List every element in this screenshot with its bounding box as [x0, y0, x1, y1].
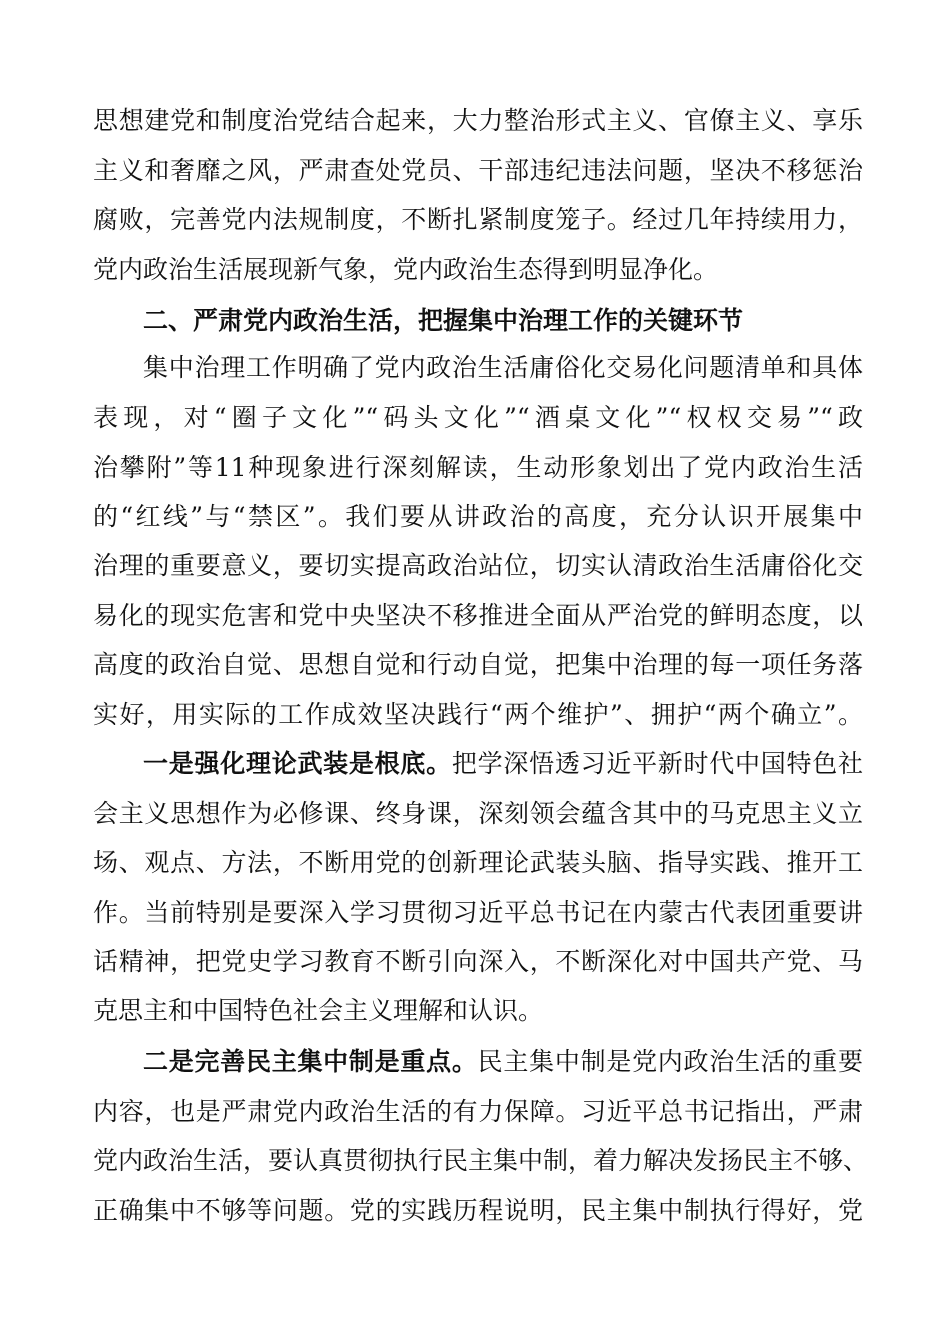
paragraph-lead: 二是完善民主集中制是重点。 — [143, 1047, 478, 1076]
paragraph-line: 主义和奢靡之风，严肃查处党员、干部违纪违法问题，坚决不移惩治 — [93, 156, 863, 185]
paragraph-first-line — [143, 1042, 863, 1082]
paragraph-line: 易化的现实危害和党中央坚决不移推进全面从严治党的鲜明态度，以 — [93, 601, 863, 630]
paragraph-line: 思想建党和制度治党结合起来，大力整治形式主义、官僚主义、享乐 — [93, 106, 863, 135]
paragraph-line: 高度的政治自觉、思想自觉和行动自觉，把集中治理的每一项任务落 — [93, 650, 863, 679]
paragraph-line: 克思主和中国特色社会主义理解和认识。 — [93, 996, 544, 1025]
paragraph-line: 表现，对“圈子文化”“码头文化”“酒桌文化”“权权交易”“政 — [93, 403, 863, 432]
paragraph-line: 集中治理工作明确了党内政治生活庸俗化交易化问题清单和具体 — [143, 353, 863, 382]
paragraph-line: 治攀附”等11种现象进行深刻解读，生动形象划出了党内政治生活 — [93, 453, 863, 482]
paragraph-line: 党内政治生活展现新气象，党内政治生态得到明显净化。 — [93, 255, 719, 284]
paragraph-line: 场、观点、方法，不断用党的创新理论武装头脑、指导实践、推开工 — [93, 848, 863, 877]
paragraph-line: 实好，用实际的工作成效坚决践行“两个维护”、拥护“两个确立”。 — [93, 700, 863, 729]
paragraph-line: 腐败，完善党内法规制度，不断扎紧制度笼子。经过几年持续用力， — [93, 205, 863, 234]
paragraph-line: 的“红线”与“禁区”。我们要从讲政治的高度，充分认识开展集中 — [93, 502, 863, 531]
paragraph-first-line — [143, 744, 863, 784]
paragraph-text: 把学深悟透习近平新时代中国特色社 — [451, 749, 863, 778]
paragraph-line: 正确集中不够等问题。党的实践历程说明，民主集中制执行得好，党 — [93, 1196, 863, 1225]
paragraph-line: 作。当前特别是要深入学习贯彻习近平总书记在内蒙古代表团重要讲 — [93, 898, 863, 927]
paragraph-text: 民主集中制是党内政治生活的重要 — [477, 1047, 863, 1076]
paragraph-line: 会主义思想作为必修课、终身课，深刻领会蕴含其中的马克思主义立 — [93, 799, 863, 828]
paragraph-line: 内容，也是严肃党内政治生活的有力保障。习近平总书记指出，严肃 — [93, 1097, 863, 1126]
paragraph-line: 治理的重要意义，要切实提高政治站位，切实认清政治生活庸俗化交 — [93, 551, 863, 580]
paragraph-line: 话精神，把党史学习教育不断引向深入，不断深化对中国共产党、马 — [93, 947, 863, 976]
paragraph-lead: 一是强化理论武装是根底。 — [143, 749, 452, 778]
paragraph-line: 党内政治生活，要认真贯彻执行民主集中制，着力解决发扬民主不够、 — [93, 1146, 869, 1175]
section-heading: 二、严肃党内政治生活，把握集中治理工作的关键环节 — [143, 306, 744, 335]
